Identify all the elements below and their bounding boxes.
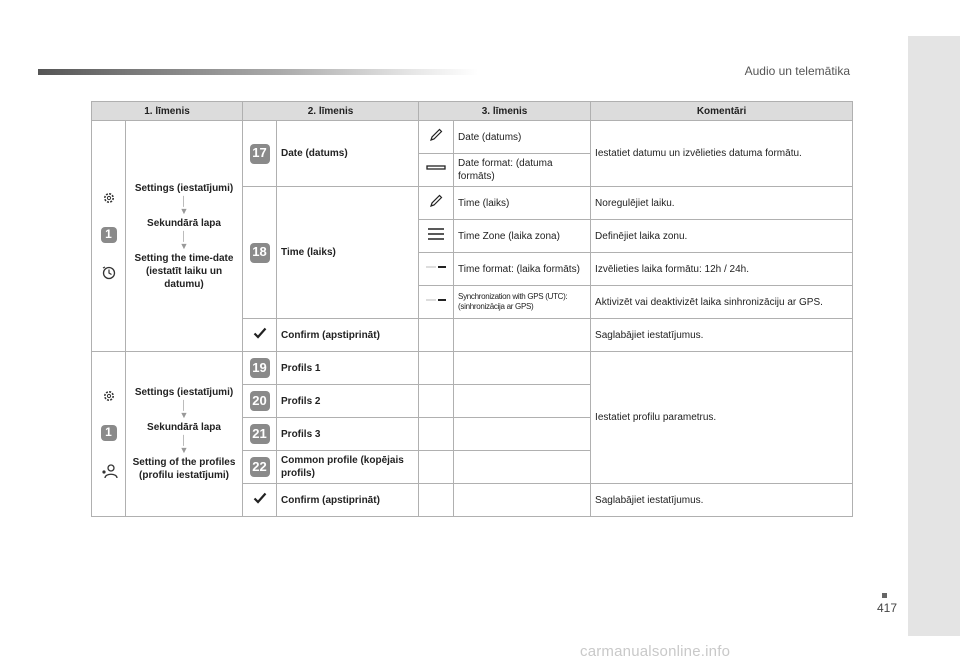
page-header-title: Audio un telemātika: [744, 64, 850, 78]
clock-icon: [101, 265, 117, 281]
step-badge-17: 17: [250, 144, 270, 164]
page-number: 417: [877, 601, 898, 615]
side-margin-strip: [908, 36, 960, 636]
checkmark-icon: [243, 319, 277, 352]
empty-cell: [419, 418, 454, 451]
level1-icon-cell: [92, 121, 126, 352]
step-badge-1: 1: [101, 425, 117, 441]
step-badge-18: 18: [250, 243, 270, 263]
arrow-down-icon: │ ▼: [179, 195, 189, 216]
empty-cell: [419, 319, 454, 352]
header-gradient-bar: [38, 69, 478, 75]
list-icon: [419, 154, 454, 187]
time-comment: Noregulējiet laiku.: [591, 187, 853, 220]
toggle-icon: [419, 253, 454, 286]
badge-cell: [243, 121, 277, 187]
settings-path-cell: [126, 352, 243, 517]
common-profile-label: Common profile (kopējais profils): [277, 451, 419, 484]
step-badge-22: 22: [250, 457, 270, 477]
header-level2: 2. līmenis: [243, 102, 419, 121]
step-badge-20: 20: [250, 391, 270, 411]
time-date-setting-label: Setting the time-date (iestatīt laiku un datumu): [134, 252, 234, 290]
profile-1-label: Profils 1: [277, 352, 419, 385]
checkmark-icon: [243, 484, 277, 517]
empty-cell: [419, 484, 454, 517]
table-header-row: [92, 102, 853, 121]
badge-cell: [243, 418, 277, 451]
watermark: carmanualsonline.info: [580, 643, 731, 660]
profile-3-label: Profils 3: [277, 418, 419, 451]
empty-cell: [419, 451, 454, 484]
confirm-label: Confirm (apstiprināt): [277, 319, 419, 352]
badge-cell: [243, 451, 277, 484]
empty-cell: [419, 385, 454, 418]
list-icon: [419, 220, 454, 253]
step-badge-21: 21: [250, 424, 270, 444]
confirm-label: Confirm (apstiprināt): [277, 484, 419, 517]
date-label: Date (datums): [277, 121, 419, 187]
header-level1: 1. līmenis: [92, 102, 243, 121]
arrow-down-icon: │ ▼: [179, 435, 189, 455]
date-option-label: Date (datums): [454, 121, 591, 154]
pencil-icon: [419, 121, 454, 154]
time-zone-comment: Definējiet laika zonu.: [591, 220, 853, 253]
confirm-comment: Saglabājiet iestatījumus.: [591, 319, 853, 352]
profile-2-label: Profils 2: [277, 385, 419, 418]
time-format-label: Time format: (laika formāts): [454, 253, 591, 286]
empty-cell: [454, 352, 591, 385]
gps-sync-label: Synchronization with GPS (UTC): (sinhronizācija ar GPS): [454, 286, 591, 319]
header-level3: 3. līmenis: [419, 102, 591, 121]
gps-sync-comment: Aktivizēt vai deaktivizēt laika sinhronizāciju ar GPS.: [591, 286, 853, 319]
settings-label: Settings (iestatījumi): [134, 387, 234, 398]
badge-cell: [243, 352, 277, 385]
time-zone-label: Time Zone (laika zona): [454, 220, 591, 253]
profiles-setting-label: Setting of the profiles (profilu iestatījumi): [132, 457, 236, 481]
pencil-icon: [419, 187, 454, 220]
empty-cell: [419, 352, 454, 385]
secondary-page-label: Sekundārā lapa: [147, 217, 221, 229]
settings-gear-icon: [102, 191, 116, 205]
profile-icon: [100, 463, 118, 479]
toggle-icon: [419, 286, 454, 319]
table-row: [92, 352, 853, 385]
level1-icon-cell: [92, 352, 126, 517]
step-badge-19: 19: [250, 358, 270, 378]
arrow-down-icon: │ ▼: [179, 400, 189, 420]
time-label: Time (laiks): [277, 187, 419, 319]
date-comment: Iestatiet datumu un izvēlieties datuma formātu.: [591, 121, 853, 187]
empty-cell: [454, 385, 591, 418]
page-marker: [882, 593, 887, 598]
time-option-label: Time (laiks): [454, 187, 591, 220]
step-badge-1: 1: [101, 227, 117, 243]
table-row: [92, 121, 853, 154]
header-comments: Komentāri: [591, 102, 853, 121]
empty-cell: [454, 451, 591, 484]
empty-cell: [454, 319, 591, 352]
settings-path-cell: [126, 121, 243, 352]
badge-cell: [243, 187, 277, 319]
settings-label: Settings (iestatījumi): [134, 182, 234, 194]
settings-gear-icon: [102, 389, 116, 403]
empty-cell: [454, 484, 591, 517]
menu-table: [91, 101, 853, 517]
empty-cell: [454, 418, 591, 451]
date-format-label: Date format: (datuma formāts): [454, 154, 591, 187]
confirm-comment: Saglabājiet iestatījumus.: [591, 484, 853, 517]
badge-cell: [243, 385, 277, 418]
profiles-comment: Iestatiet profilu parametrus.: [591, 352, 853, 484]
time-format-comment: Izvēlieties laika formātu: 12h / 24h.: [591, 253, 853, 286]
secondary-page-label: Sekundārā lapa: [147, 422, 221, 433]
arrow-down-icon: │ ▼: [179, 230, 189, 251]
